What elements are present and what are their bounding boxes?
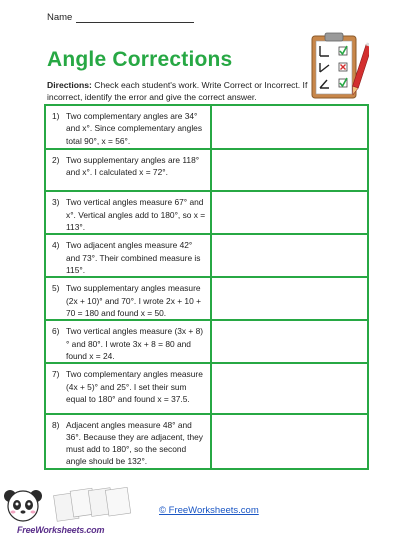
footer-link[interactable]: © FreeWorksheets.com bbox=[159, 505, 259, 516]
table-row bbox=[45, 277, 368, 320]
answer-cell[interactable] bbox=[211, 191, 368, 234]
table-row bbox=[45, 105, 368, 149]
problem-statement: Two adjacent angles measure 42° and 73°. Their combined measure is 115°. bbox=[66, 240, 201, 275]
table-row bbox=[45, 149, 368, 191]
answer-cell[interactable] bbox=[211, 234, 368, 277]
problem-cell bbox=[45, 191, 211, 234]
problem-text bbox=[46, 192, 210, 233]
problem-statement: Two supplementary angles are 118° and x°. I calculated x = 72°. bbox=[66, 155, 200, 178]
clipboard-checklist-icon bbox=[309, 30, 369, 106]
name-line[interactable] bbox=[76, 13, 194, 23]
problem-cell bbox=[45, 320, 211, 363]
problem-number: 7) bbox=[52, 369, 60, 380]
problem-cell bbox=[45, 363, 211, 413]
problem-statement: Two supplementary angles measure (2x + 10)° and 70°. I wrote 2x + 10 + 70 = 180 and found x = 50. bbox=[66, 283, 201, 318]
answer-cell[interactable] bbox=[211, 105, 368, 149]
problem-number: 1) bbox=[52, 111, 60, 121]
problem-cell bbox=[45, 277, 211, 320]
problem-text bbox=[46, 106, 210, 147]
directions-text: Check each student's work. Write Correct or Incorrect. If incorrect, identify the error and give the correct answer. bbox=[47, 80, 308, 103]
problem-cell bbox=[45, 234, 211, 277]
name-label: Name bbox=[47, 12, 73, 23]
problem-text bbox=[46, 415, 210, 468]
answer-cell[interactable] bbox=[211, 149, 368, 191]
problem-statement: Two complementary angles are 34° and x°. Since complementary angles total 90°, x = 56°. bbox=[66, 111, 203, 146]
problem-number: 2) bbox=[52, 155, 60, 166]
problem-number: 4) bbox=[52, 240, 60, 251]
table-row bbox=[45, 414, 368, 469]
problem-statement: Two complementary angles measure (4x + 5)° and 25°. I set their sum equal to 180° and found x = 37.5. bbox=[66, 369, 203, 404]
problem-statement: Adjacent angles measure 48° and 36°. Because they are adjacent, they must add to 180°, so the second angle should be 132°. bbox=[66, 419, 203, 467]
table-row bbox=[45, 363, 368, 413]
answer-cell[interactable] bbox=[211, 363, 368, 413]
answer-cell[interactable] bbox=[211, 414, 368, 469]
problem-statement: Two vertical angles measure 67° and x°. Vertical angles add to 180°, so x = 113°. bbox=[66, 197, 206, 232]
name-field bbox=[47, 12, 194, 23]
problem-number: 5) bbox=[52, 283, 60, 294]
problem-text bbox=[46, 235, 210, 276]
problem-cell bbox=[45, 149, 211, 191]
worksheet-table bbox=[44, 104, 369, 470]
problem-cell bbox=[45, 414, 211, 469]
problem-text bbox=[46, 321, 210, 362]
logo-text: FreeWorksheets.com bbox=[17, 525, 105, 535]
answer-cell[interactable] bbox=[211, 320, 368, 363]
problem-statement: Two vertical angles measure (3x + 8)° and 80°. I wrote 3x + 8 = 80 and found x = 24. bbox=[66, 326, 204, 361]
problem-number: 6) bbox=[52, 326, 60, 337]
problem-number: 3) bbox=[52, 197, 60, 208]
answer-cell[interactable] bbox=[211, 277, 368, 320]
problem-text bbox=[46, 150, 210, 179]
problem-text bbox=[46, 278, 210, 319]
directions bbox=[47, 79, 317, 103]
problem-number: 8) bbox=[52, 419, 60, 430]
directions-label: Directions: bbox=[47, 80, 92, 90]
table-row bbox=[45, 320, 368, 363]
table-row bbox=[45, 234, 368, 277]
page-title: Angle Corrections bbox=[47, 48, 233, 71]
problem-text bbox=[46, 364, 210, 405]
table-row bbox=[45, 191, 368, 234]
problem-cell bbox=[45, 105, 211, 149]
